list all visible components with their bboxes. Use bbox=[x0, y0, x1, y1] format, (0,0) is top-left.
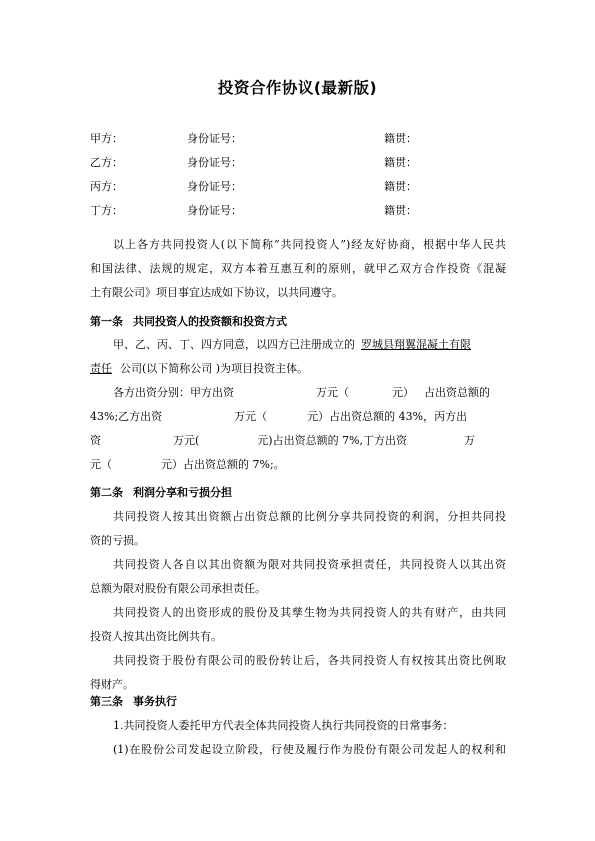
article-1-text: 资 万元( 元)占出资总额的 7%,丁方出资 万 bbox=[90, 434, 476, 447]
article-number: 第二条 bbox=[90, 486, 123, 499]
article-2-text: 共同投资人的出资形成的股份及其孳生物为共同投资人的共有财产，由共同 bbox=[113, 606, 506, 619]
article-number: 第三条 bbox=[90, 695, 123, 708]
document-title: 投资合作协议(最新版) bbox=[217, 79, 378, 97]
article-3-text: 1.共同投资人委托甲方代表全体共同投资人执行共同投资的日常事务： bbox=[113, 719, 454, 732]
article-3-text: (1)在股份公司发起设立阶段，行使及履行作为股份有限公司发起人的权利和 bbox=[113, 743, 506, 756]
party-id-label: 身份证号： bbox=[187, 204, 242, 217]
article-1-text: 甲、乙、丙、丁、四方同意，以四方已注册成立的 罗城县翔翼混凝土有限 bbox=[113, 338, 471, 351]
article-number: 第一条 bbox=[90, 315, 123, 328]
article-1-text: 43%;乙方出资 万元（ 元）占出资总额的 43%，丙方出 bbox=[90, 410, 468, 423]
company-name: 罗城县翔翼混凝土有限 bbox=[361, 338, 471, 351]
intro-line: 以上各方共同投资人(以下简称“共同投资人”)经友好协商，根据中华人民共 bbox=[113, 238, 506, 251]
intro-line: 土有限公司》项目事宜达成如下协议，以共同遵守。 bbox=[90, 286, 343, 299]
party-name: 乙方： bbox=[90, 156, 123, 169]
article-2-heading bbox=[90, 484, 232, 500]
article-2-text: 投资人按其出资比例共有。 bbox=[90, 630, 222, 643]
party-native-label: 籍贯： bbox=[384, 156, 417, 169]
article-3-heading bbox=[90, 693, 177, 709]
article-2-text: 共同投资人各自以其出资额为限对共同投资承担责任，共同投资人以其出资 bbox=[113, 558, 506, 571]
article-2-text: 共同投资人按其出资额占出资总额的比例分享共同投资的利润，分担共同投 bbox=[113, 510, 506, 523]
article-1-text: 各方出资分别：甲方出资 万元（ 元） 占出资总额的 bbox=[113, 386, 490, 399]
party-native-label: 籍贯： bbox=[384, 180, 417, 193]
article-2-text: 得财产。 bbox=[90, 678, 134, 691]
party-name: 甲方： bbox=[90, 132, 123, 145]
article-title: 利润分享和亏损分担 bbox=[133, 486, 232, 499]
article-1-text: 责任 公司(以下简称公司 )为项目投资主体。 bbox=[90, 362, 309, 375]
article-1-text: 元（ 元）占出资总额的 7%;。 bbox=[90, 458, 285, 471]
party-id-label: 身份证号： bbox=[187, 180, 242, 193]
party-native-label: 籍贯： bbox=[384, 132, 417, 145]
party-name: 丁方： bbox=[90, 204, 123, 217]
article-title: 共同投资人的投资额和投资方式 bbox=[133, 315, 287, 328]
article-1-heading bbox=[90, 313, 287, 329]
party-name: 丙方： bbox=[90, 180, 123, 193]
company-name-cont: 责任 bbox=[90, 362, 112, 375]
article-title: 事务执行 bbox=[133, 695, 177, 708]
article-2-text: 共同投资于股份有限公司的股份转让后，各共同投资人有权按其出资比例取 bbox=[113, 654, 506, 667]
party-row-yi bbox=[90, 154, 510, 170]
article-2-text: 资的亏损。 bbox=[90, 534, 145, 547]
article-2-text: 总额为限对股份有限公司承担责任。 bbox=[90, 582, 266, 595]
party-row-jia bbox=[90, 130, 510, 146]
intro-line: 和国法律、法规的规定，双方本着互惠互利的原则，就甲乙双方合作投资《混凝 bbox=[90, 262, 506, 275]
party-id-label: 身份证号： bbox=[187, 132, 242, 145]
party-row-bing bbox=[90, 178, 510, 194]
party-id-label: 身份证号： bbox=[187, 156, 242, 169]
party-native-label: 籍贯： bbox=[384, 204, 417, 217]
party-row-ding bbox=[90, 202, 510, 218]
